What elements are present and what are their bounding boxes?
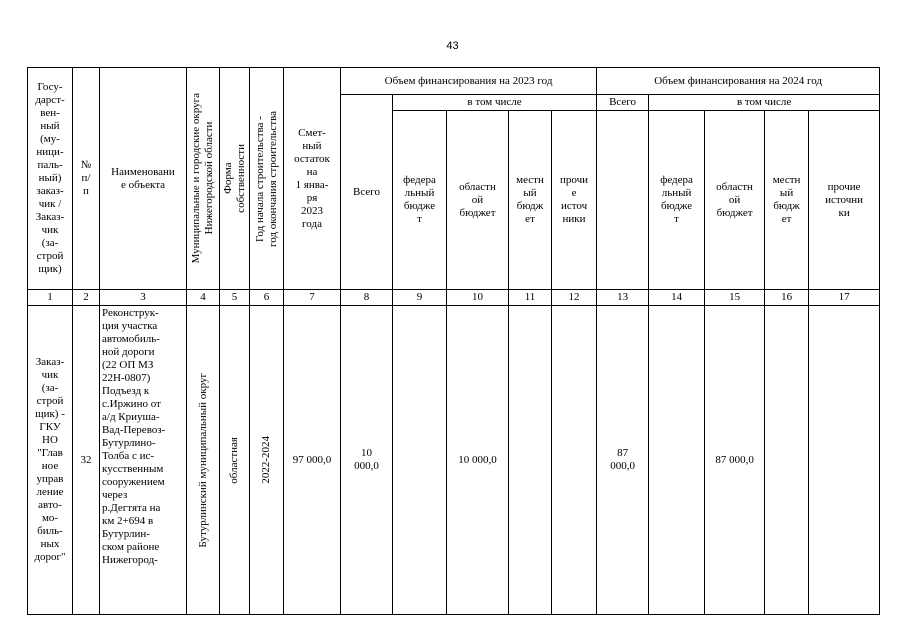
column-number: 7 — [284, 290, 341, 306]
column-number: 17 — [809, 290, 880, 306]
regional-2023-cell: 10 000,0 — [447, 306, 509, 615]
customer-cell: Заказ- чик (за- строй щик) - ГКУ НО "Глав ное управ ление авто- мо- биль- ных дорог" — [28, 306, 73, 615]
table-row — [28, 306, 880, 615]
header-other-2023: прочи е источ ники — [552, 111, 597, 290]
page-number: 43 — [446, 40, 459, 52]
row-number-cell: 32 — [73, 306, 100, 615]
column-number: 8 — [341, 290, 393, 306]
header-local-2024: местн ый бюдж ет — [765, 111, 809, 290]
object-name-cell: Реконструк- ция участка автомобиль- ной дороги (22 ОП МЗ 22Н-0807) Подъезд к с.Иржино от а/д Криуша- Вад-Перевоз- Бутурлино- Толба с ис- кусственным сооружением через р.Дегтята на км 2+694 в Бутурлин- ском районе Нижегород- — [100, 306, 187, 615]
column-number: 9 — [393, 290, 447, 306]
column-number-row — [28, 290, 880, 306]
header-row-1 — [28, 68, 880, 95]
column-number: 2 — [73, 290, 100, 306]
column-number: 14 — [649, 290, 705, 306]
header-total-2024: Всего — [597, 95, 649, 111]
total-2023-cell: 10 000,0 — [341, 306, 393, 615]
regional-2024-cell: 87 000,0 — [705, 306, 765, 615]
years-cell: 2022-2024 — [250, 306, 284, 615]
column-number: 4 — [187, 290, 220, 306]
header-number: № п/ п — [73, 68, 100, 290]
header-total-2023: Всего — [341, 95, 393, 290]
header-regional-2023: областн ой бюджет — [447, 111, 509, 290]
header-regional-2024: областн ой бюджет — [705, 111, 765, 290]
header-ownership: Форма собственности — [220, 68, 250, 290]
district-cell: Бутурлинский муниципальный округ — [187, 306, 220, 615]
header-customer: Госу- дарст- вен- ный (му- ници- паль- ный) заказ- чик / Заказ- чик (за- строй щик) — [28, 68, 73, 290]
header-estimate-balance: Смет- ный остаток на 1 янва- ря 2023 года — [284, 68, 341, 290]
column-number: 16 — [765, 290, 809, 306]
header-including-2024: в том числе — [649, 95, 880, 111]
column-number: 5 — [220, 290, 250, 306]
column-number: 6 — [250, 290, 284, 306]
total-2024-cell: 87 000,0 — [597, 306, 649, 615]
estimate-balance-cell: 97 000,0 — [284, 306, 341, 615]
other-2024-cell — [809, 306, 880, 615]
column-number: 1 — [28, 290, 73, 306]
header-total-2024-empty — [597, 111, 649, 290]
federal-2023-cell — [393, 306, 447, 615]
column-number: 10 — [447, 290, 509, 306]
header-financing-2024: Объем финансирования на 2024 год — [597, 68, 880, 95]
local-2024-cell — [765, 306, 809, 615]
header-district: Муниципальные и городские округа Нижегородской области — [187, 68, 220, 290]
header-including-2023: в том числе — [393, 95, 597, 111]
other-2023-cell — [552, 306, 597, 615]
header-other-2024: прочие источни ки — [809, 111, 880, 290]
header-federal-2023: федера льный бюдже т — [393, 111, 447, 290]
column-number: 12 — [552, 290, 597, 306]
column-number: 11 — [509, 290, 552, 306]
header-federal-2024: федера льный бюдже т — [649, 111, 705, 290]
column-number: 3 — [100, 290, 187, 306]
federal-2024-cell — [649, 306, 705, 615]
header-local-2023: местн ый бюдж ет — [509, 111, 552, 290]
local-2023-cell — [509, 306, 552, 615]
column-number: 13 — [597, 290, 649, 306]
financing-table — [27, 67, 880, 615]
ownership-cell: областная — [220, 306, 250, 615]
column-number: 15 — [705, 290, 765, 306]
header-object-name: Наименовани е объекта — [100, 68, 187, 290]
header-years: Год начала строительства - год окончания строительства — [250, 68, 284, 290]
header-financing-2023: Объем финансирования на 2023 год — [341, 68, 597, 95]
